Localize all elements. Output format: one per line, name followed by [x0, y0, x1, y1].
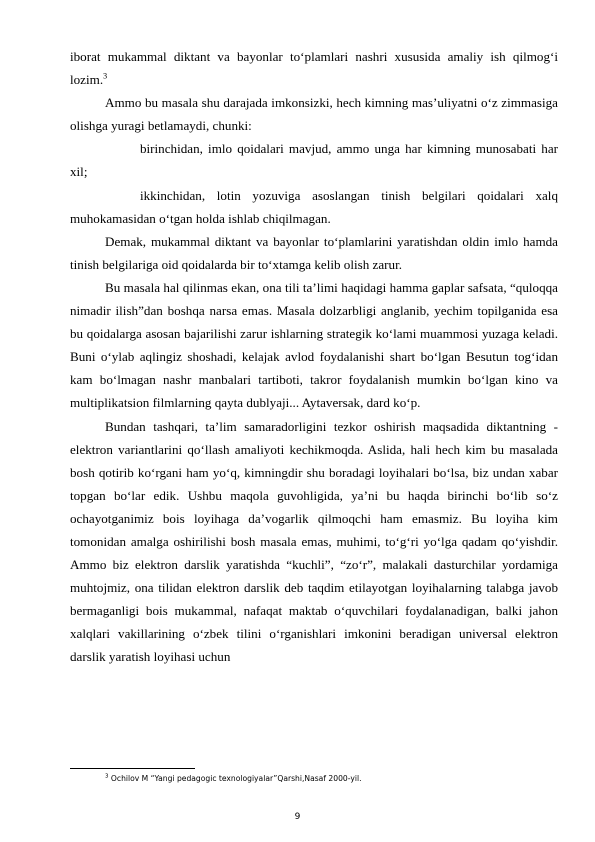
paragraph-text: iborat mukammal diktant va bayonlar to‘plamlari nashri xususida amaliy ish qilmog‘i lozim.: [70, 49, 558, 88]
paragraph: Ammo bu masala shu darajada imkonsizki, hech kimning mas’uliyatni o‘z zimmasiga olishga yuragi betlamaydi, chunki:: [70, 95, 558, 134]
list-item: ikkinchidan, lotin yozuviga asoslangan tinish belgilari qoidalari xalq muhokamasidan o‘tgan holda ishlab chiqilmagan.: [70, 187, 558, 226]
paragraph: Bundan tashqari, ta’lim samaradorligini tezkor oshirish maqsadida diktantning - elektron variantlarini qo‘llash amaliyoti kechikmoqda. Aslida, hali hech kim bu masalada bosh qotirib ko‘rgani ham yo‘q, kimningdir shu boradagi loyihalari bo‘lsa, biz undan xabar topgan bo‘lar edik. Ushbu maqola guvohligida, ya’ni bu haqda birinchi bo‘lib so‘z ochayotganimiz bois loyihaga da’vogarlik qilmoqchi ham emasmiz. Bu loyiha kim tomonidan amalga oshirilishi bosh masala emas, muhimi, to‘g‘ri yo‘lga qadam qo‘yishdir. Ammo biz elektron darslik yaratishda “kuchli”, “zo‘r”, malakali dasturchilar yordamiga muhtojmiz, ona tilidan elektron darslik deb taqdim etilayotgan loyihalarning talabga javob bermaganligi bois mukammal, nafaqat maktab o‘quvchilari foydalanadigan, balki jahon xalqlari vakillarining o‘zbek tilini o‘rganishlari imkonini beradigan universal elektron darslik yaratish loyihasi uchun: [70, 418, 558, 665]
footnote-reference[interactable]: 3: [103, 71, 108, 81]
page-number: 9: [294, 812, 301, 822]
paragraph: Bu masala hal qilinmas ekan, ona tili ta’limi haqidagi hamma gaplar safsata, “quloqqa nimadir ilish”dan boshqa narsa emas. Masala dolzarbligi anglanib, yechim topilganida esa bu qoidalarga asosan bajarilishi zarur ishlarning strategik ko‘lami muammosi yuzaga keladi. Buni o‘ylab aqlingiz shoshadi, kelajak avlod foydalanishi shart bo‘lgan Besutun tog‘idan kam bo‘lmagan nashr manbalari tartiboti, takror foydalanish mumkin bo‘lgan kino va multiplikatsion filmlarning qayta dublyaji... Aytaversak, dard ko‘p.: [70, 279, 558, 411]
footnote-separator: [70, 768, 195, 769]
footnote: [105, 774, 361, 783]
footnote-text: Ochilov M “Yangi pedagogic texnologiyalar”Qarshi,Nasaf 2000-yil.: [108, 774, 362, 783]
list-item: birinchidan, imlo qoidalari mavjud, ammo unga har kimning munosabati har xil;: [70, 141, 558, 180]
paragraph: Demak, mukammal diktant va bayonlar to‘plamlarini yaratishdan oldin imlo hamda tinish belgilariga oid qoidalarda bir to‘xtamga kelib olish zarur.: [70, 233, 558, 272]
footnote-number: 3: [105, 773, 109, 780]
paragraph: [70, 45, 558, 91]
body-text: [70, 45, 558, 669]
